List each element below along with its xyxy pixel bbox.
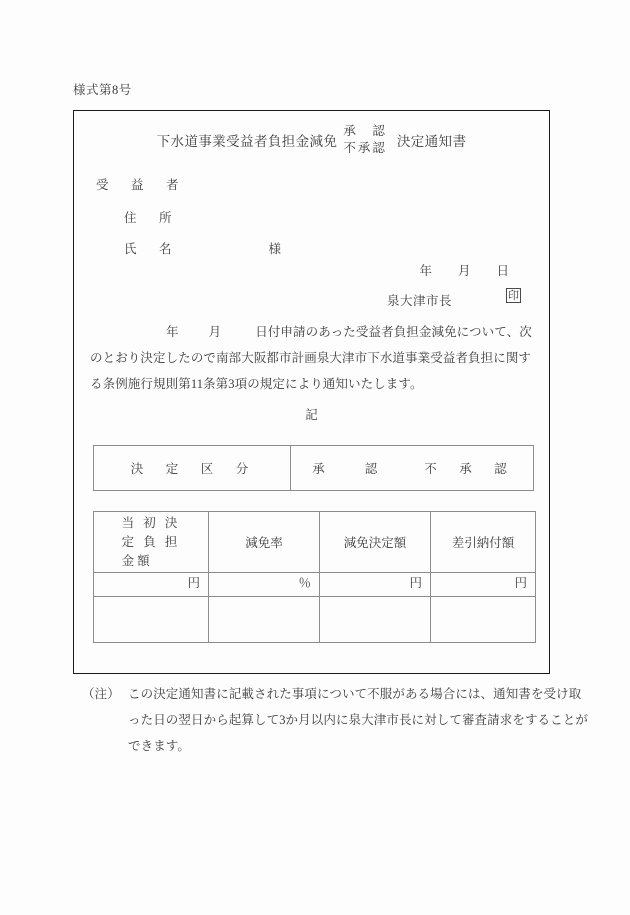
title-main-text: 下水道事業受益者負担金減免 [156, 133, 338, 149]
unit-reduction-amount[interactable]: 円 [320, 573, 431, 597]
name-label: 氏 名 [124, 242, 177, 256]
honorific-sama: 様 [268, 242, 282, 256]
seal-stamp-icon: 印 [508, 290, 519, 302]
header-line-1: 当 初 決 [121, 515, 181, 530]
body-month-label: 月 [208, 325, 222, 339]
body-paragraph [90, 319, 536, 397]
header-reduction-amount: 減免決定額 [320, 512, 431, 573]
header-line-2: 定 負 担 [121, 534, 181, 549]
header-line-3: 金額 [121, 553, 153, 568]
table-header-row [94, 512, 536, 573]
header-initial-amount [94, 512, 209, 573]
header-initial-amount-text [122, 514, 181, 571]
footnote-label: （注） [82, 687, 120, 701]
unit-initial-amount[interactable]: 円 [94, 573, 209, 597]
unit-payable-amount[interactable]: 円 [431, 573, 536, 597]
unit-reduction-rate[interactable]: ％ [209, 573, 320, 597]
title-tail-text: 決定通知書 [396, 133, 467, 149]
decision-label-cell [94, 446, 291, 491]
header-payable-amount: 差引納付額 [431, 512, 536, 573]
ki-marker: 記 [305, 408, 318, 422]
decision-label: 決 定 区 分 [130, 462, 254, 476]
footnote-line-3: できます。 [128, 739, 191, 753]
footnote-block [82, 681, 588, 759]
table-row [94, 446, 534, 491]
header-reduction-rate: 減免率 [209, 512, 320, 573]
decision-option-reject: 不 承 認 [424, 462, 512, 476]
form-number: 様式第8号 [73, 83, 132, 97]
body-year-label: 年 [166, 325, 179, 339]
date-day-label: 日 [496, 264, 509, 278]
beneficiary-label: 受 益 者 [96, 178, 184, 192]
footnote-line-1: この決定通知書に記載された事項について不服がある場合には、通知書を受け取 [128, 687, 582, 701]
title-option-approve: 承 認 [343, 124, 387, 138]
address-label: 住 所 [124, 210, 177, 225]
date-year-label: 年 [419, 264, 432, 278]
body-line3: 11条第3項の規定により通知いたします。 [190, 377, 423, 391]
document-title [74, 123, 549, 156]
body-line2: 定したので南部大阪都市計画泉大津市下水道事業受益者負担に関する条例施行規則第 [90, 351, 532, 391]
issuer-name: 泉大津市長 [387, 294, 453, 308]
footnote-text [128, 681, 588, 759]
title-decision-options [343, 123, 387, 156]
form-outer-box [73, 110, 550, 674]
entry-payable-amount[interactable] [431, 597, 536, 643]
decision-options-cell [291, 446, 534, 491]
amount-table [93, 511, 536, 643]
decision-option-approve: 承 認 [312, 462, 383, 476]
name-row [124, 243, 281, 256]
recipient-block [96, 179, 281, 256]
entry-reduction-rate[interactable] [209, 597, 320, 643]
issue-date-line [419, 261, 509, 279]
entry-initial-amount[interactable] [94, 597, 209, 643]
entry-reduction-amount[interactable] [320, 597, 431, 643]
table-unit-row [94, 573, 536, 597]
title-option-reject: 不承認 [343, 140, 387, 155]
footnote-line-2: った日の翌日から起算して3か月以内に泉大津市長に対して審査請求をすることが [128, 713, 588, 727]
table-entry-row [94, 597, 536, 643]
body-line1-rest: 日付申請のあった受益者負担金減免について、次のとおり決 [90, 325, 532, 365]
decision-classification-table [93, 445, 534, 491]
date-month-label: 月 [457, 264, 471, 278]
